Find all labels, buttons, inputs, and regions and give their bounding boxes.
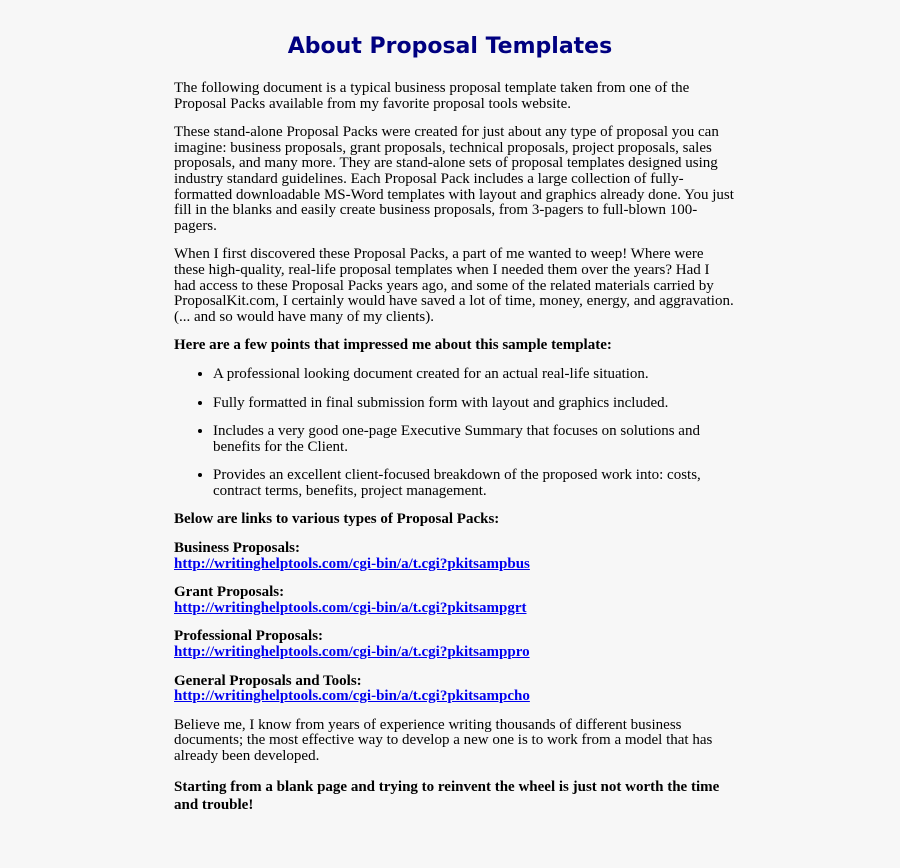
business-proposals-link[interactable]: http://writinghelptools.com/cgi-bin/a/t.cgi?pkitsampbus [174,555,530,572]
link-label: General Proposals and Tools: [174,672,362,689]
points-list [174,367,734,500]
page-title: About Proposal Templates [287,34,613,59]
document-body [174,81,734,827]
list-item: • Fully formatted in final submission form with layout and graphics included. [213,396,734,412]
general-proposals-link[interactable]: http://writinghelptools.com/cgi-bin/a/t.cgi?pkitsampcho [174,688,530,705]
links-heading: Below are links to various types of Proposal Packs: [174,511,500,528]
closing-paragraph: Believe me, I know from years of experience writing thousands of different business documents; the most effective way to develop a new one is to work from a model that has already been developed. [174,716,713,764]
grant-proposals-link[interactable]: http://writinghelptools.com/cgi-bin/a/t.cgi?pkitsampgrt [174,599,527,616]
intro-paragraph: The following document is a typical business proposal template taken from one of the Proposal Packs available from my favorite proposal tools website. [174,80,690,112]
final-statement: Starting from a blank page and trying to reinvent the wheel is just not worth the time and trouble! [174,778,720,813]
list-item: • Provides an excellent client-focused breakdown of the proposed work into: costs, contract terms, benefits, project management. [213,468,734,499]
professional-proposals-link[interactable]: http://writinghelptools.com/cgi-bin/a/t.cgi?pkitsamppro [174,644,530,661]
link-label: Business Proposals: [174,540,301,557]
points-heading: Here are a few points that impressed me about this sample template: [174,337,612,354]
story-paragraph: When I first discovered these Proposal Packs, a part of me wanted to weep! Where were these high-quality, real-life proposal templates when I needed them over the years? Had I had access to these Proposal Packs years ago, and some of the related materials carried by ProposalKit.com, I certainly would have saved a lot of time, money, energy, and aggravation. (... and so would have many of my clients). [174,246,734,325]
link-label: Professional Proposals: [174,628,324,645]
link-label: Grant Proposals: [174,584,285,601]
description-paragraph: These stand-alone Proposal Packs were created for just about any type of proposal you can imagine: business proposals, grant proposals, technical proposals, project proposals, sales proposals, and many more. They are stand-alone sets of proposal templates designed using industry standard guidelines. Each Proposal Pack includes a large collection of fully-formatted downloadable MS-Word templates with layout and graphics already done. You just fill in the blanks and easily create business proposals, from 3-pagers to full-blown 100-pagers. [174,124,734,234]
list-item: • A professional looking document created for an actual real-life situation. [213,367,734,383]
list-item: • Includes a very good one-page Executive Summary that focuses on solutions and benefits for the Client. [213,424,734,455]
